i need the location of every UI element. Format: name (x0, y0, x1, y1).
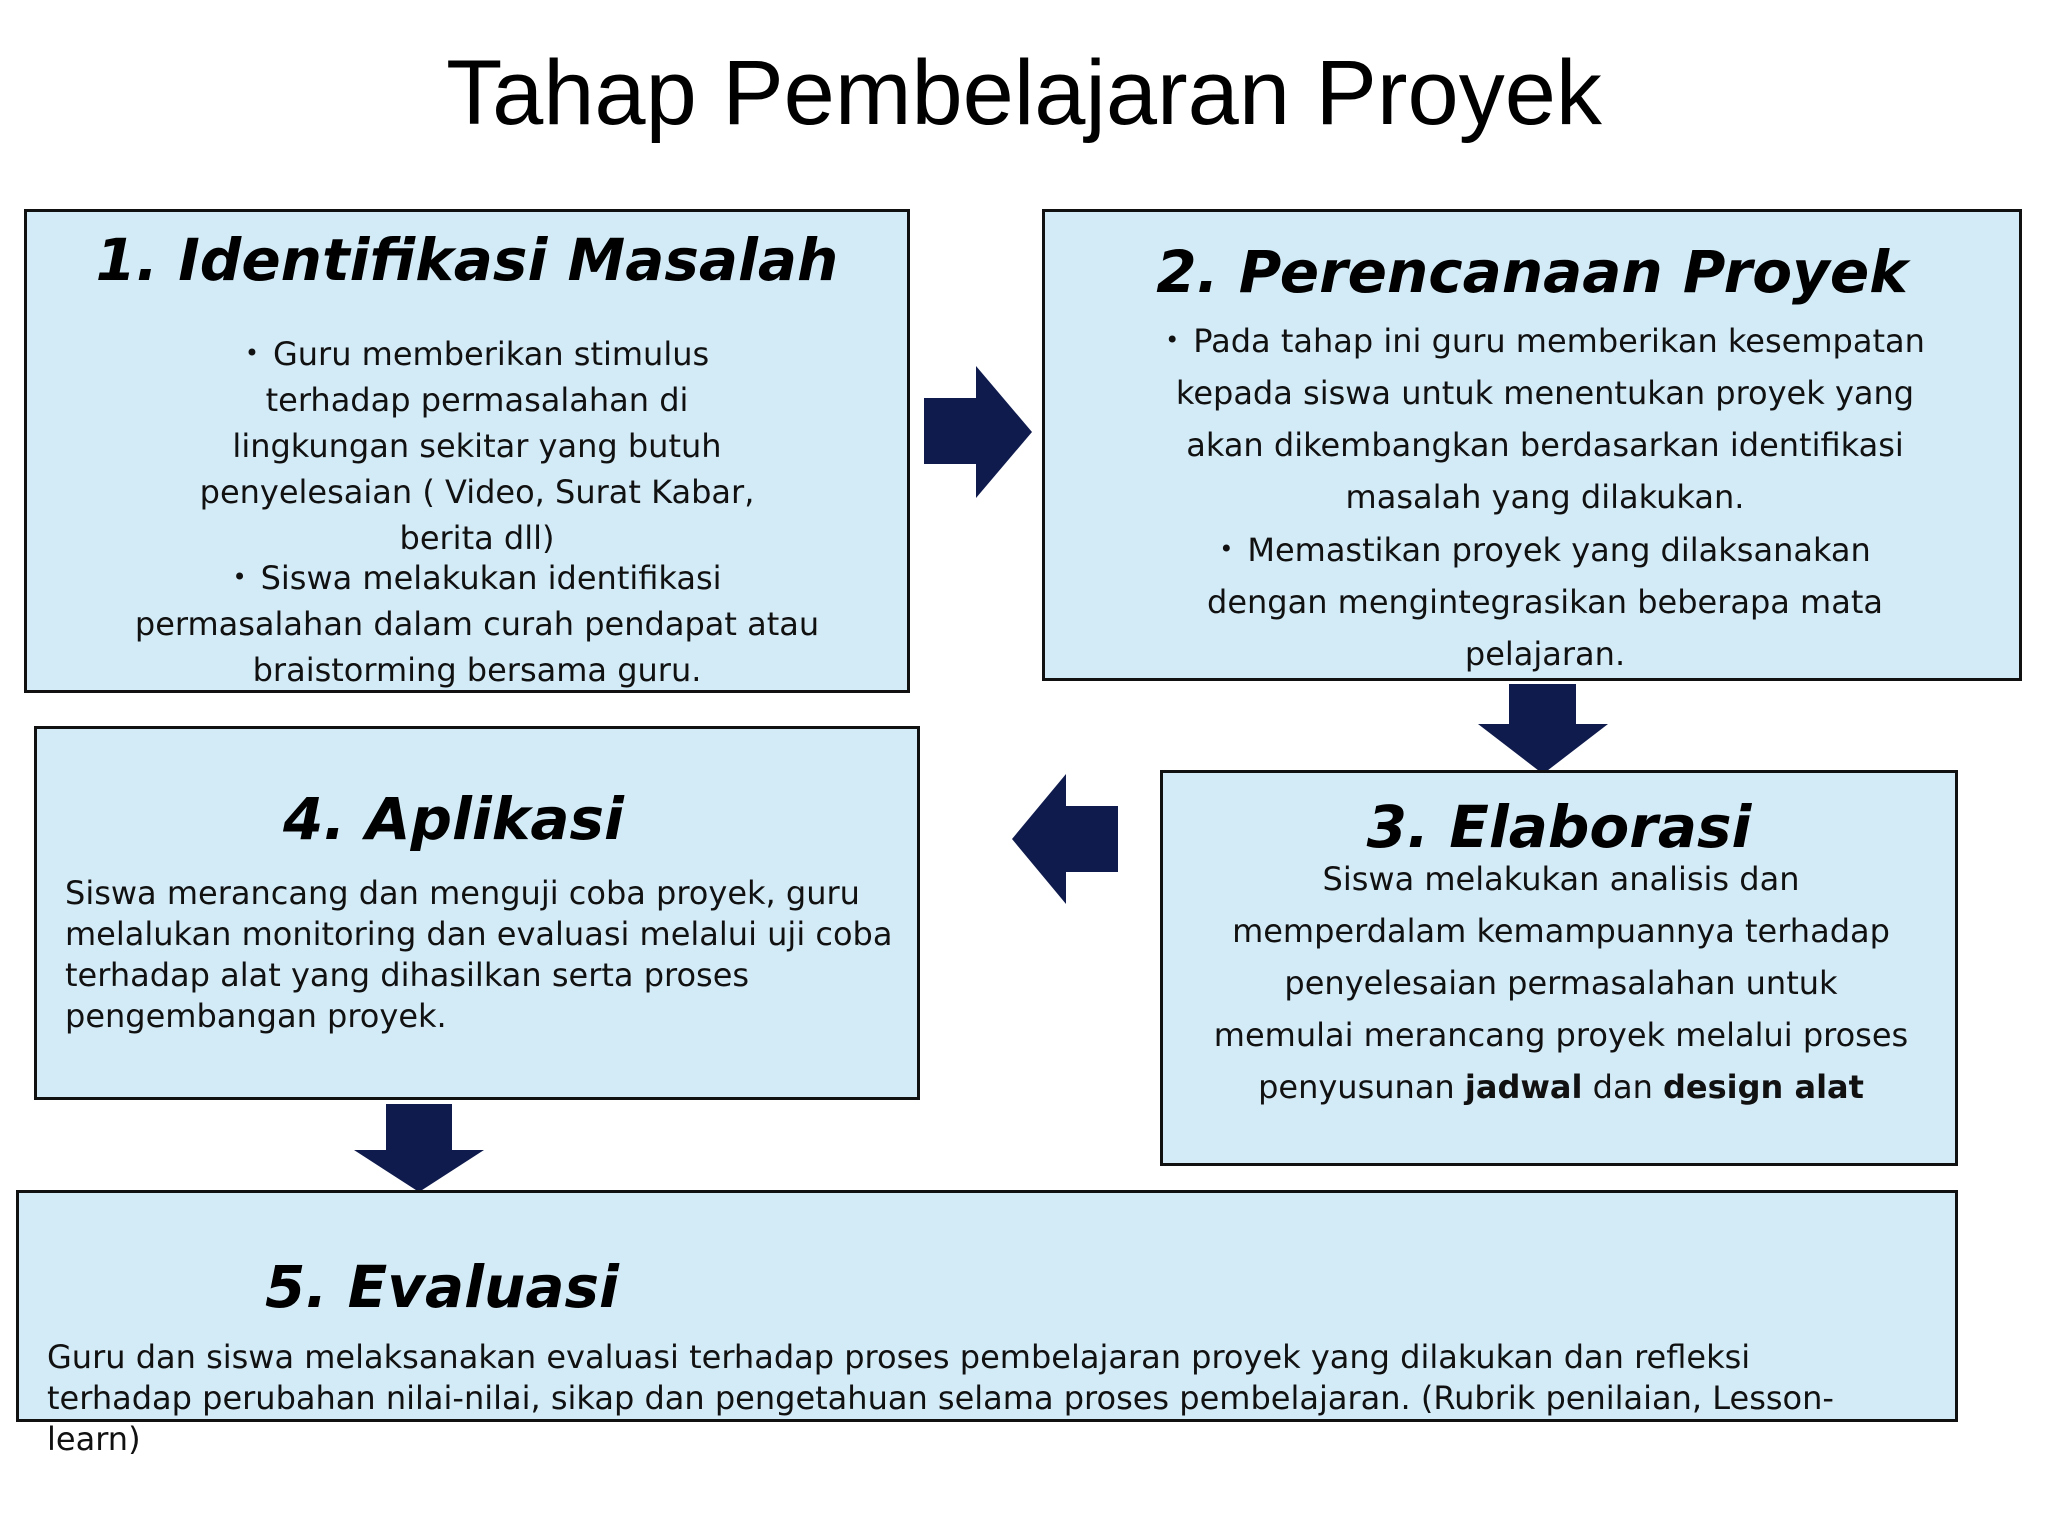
jadwal-emphasis: jadwal (1464, 1068, 1583, 1106)
step-2-bullet-2: • Memastikan proyek yang dilaksanakan dengan mengintegrasikan beberapa mata pelajaran. (1207, 531, 1883, 673)
step-1-box (24, 209, 910, 693)
step-5-text: Guru dan siswa melaksanakan evaluasi terhadap proses pembelajaran proyek yang dilakukan dan refleksi terhadap perubahan nilai-nilai, sikap dan pengetahuan selama proses pembelajaran. (Rubrik penilaian, Lesson-learn) (47, 1338, 1834, 1458)
down-arrow-icon (1478, 684, 1608, 774)
down-arrow-icon (354, 1104, 484, 1192)
design-alat-emphasis: design alat (1663, 1068, 1864, 1106)
step-2-bullets (1155, 314, 1935, 680)
bullet-icon: • (232, 563, 247, 591)
right-arrow-icon (924, 366, 1032, 498)
step-3-box (1160, 770, 1958, 1166)
step-3-text: Siswa melakukan analisis dan memperdalam kemampuannya terhadap penyelesaian permasalahan untuk memulai merancang proyek melalui proses penyusunan jadwal dan design alat (1213, 860, 1909, 1106)
bullet-icon: • (1165, 326, 1180, 354)
step-1-bullet-2: • Siswa melakukan identifikasi permasalahan dalam curah pendapat atau braistorming bersama guru. (134, 559, 820, 689)
step-1-bullets-2 (127, 554, 827, 693)
step-1-bullets (177, 330, 777, 561)
step-5-box (16, 1190, 1958, 1458)
step-2-box (1042, 209, 2022, 681)
bullet-icon: • (244, 339, 259, 367)
step-2-heading: 2. Perencanaan Proyek (1156, 238, 1908, 306)
step-2-bullet-1: • Pada tahap ini guru memberikan kesempatan kepada siswa untuk menentukan proyek yang akan dikembangkan berdasarkan identifikasi masalah yang dilakukan. (1165, 322, 1925, 516)
step-5-heading: 5. Evaluasi (265, 1253, 619, 1321)
step-4-text: Siswa merancang dan menguji coba proyek, guru melalukan monitoring dan evaluasi melalui uji coba terhadap alat yang dihasilkan serta proses pengembangan proyek. (65, 874, 893, 1035)
left-arrow-icon (1012, 774, 1118, 904)
step-1-heading: 1. Identifikasi Masalah (95, 226, 839, 294)
step-1-bullet-1: • Guru memberikan stimulus terhadap permasalahan di lingkungan sekitar yang butuh penyelesaian ( Video, Surat Kabar, berita dll) (199, 335, 755, 557)
step-4-box (34, 726, 920, 1100)
bullet-icon: • (1219, 535, 1234, 563)
step-3-heading: 3. Elaborasi (1366, 793, 1752, 861)
step-4-heading: 4. Aplikasi (283, 785, 624, 853)
page-title: Tahap Pembelajaran Proyek (446, 42, 1602, 144)
